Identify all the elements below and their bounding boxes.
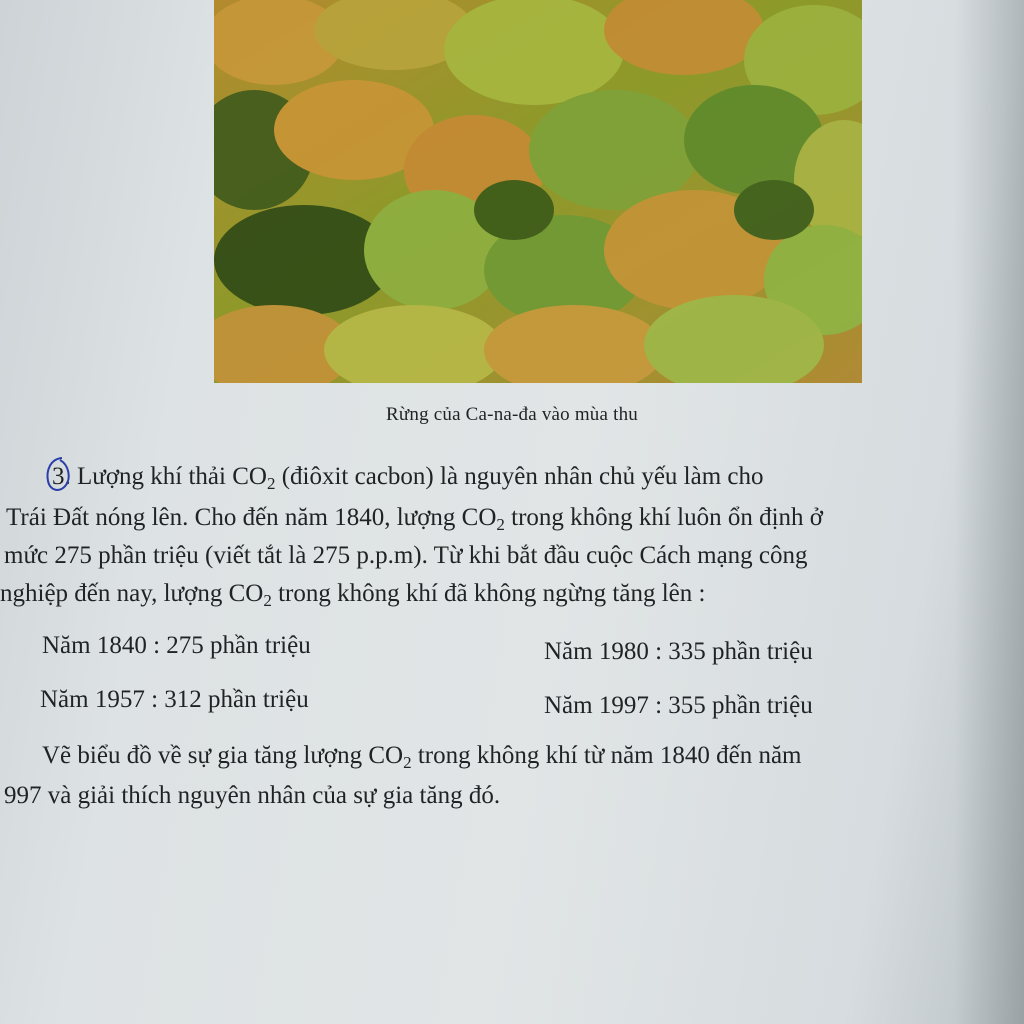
- data-row-1980: Năm 1980 : 335 phần triệu: [544, 638, 813, 665]
- forest-photo-icon: [214, 0, 862, 383]
- forest-photo: [214, 0, 862, 383]
- task-text-b: trong không khí từ năm 1840 đến năm: [411, 742, 802, 769]
- line2-text-a: Trái Đất nóng lên. Cho đến năm 1840, lượng CO: [6, 504, 497, 531]
- photo-caption: Rừng của Ca-na-đa vào mùa thu: [386, 404, 638, 425]
- line4-subscript: 2: [263, 591, 272, 610]
- exercise-line-1: [52, 463, 1024, 491]
- line4-text-a: nghiệp đến nay, lượng CO: [0, 580, 264, 607]
- task-line-1: [42, 742, 1024, 770]
- data-row-1957: Năm 1957 : 312 phần triệu: [40, 686, 309, 713]
- line2-text-b: trong không khí luôn ổn định ở: [504, 504, 823, 531]
- data-row-1997: Năm 1997 : 355 phần triệu: [544, 692, 813, 719]
- exercise-number-text: 3.: [52, 463, 71, 490]
- exercise-line-2: [6, 504, 1024, 532]
- task-line-2: 997 và giải thích nguyên nhân của sự gia tăng đó.: [4, 782, 501, 809]
- exercise-line-4: [0, 580, 1024, 608]
- line1-subscript: 2: [266, 474, 276, 493]
- line4-text-b: trong không khí đã không ngừng tăng lên :: [271, 580, 706, 607]
- exercise-line-3: mức 275 phần triệu (viết tắt là 275 p.p.m). Từ khi bắt đầu cuộc Cách mạng công: [4, 542, 808, 569]
- pen-circle-mark: [44, 455, 74, 495]
- line1-text-a: Lượng khí thải CO: [77, 463, 267, 490]
- line1-text-b: (điôxit cacbon) là nguyên nhân chủ yếu làm cho: [275, 463, 764, 490]
- data-row-1840: Năm 1840 : 275 phần triệu: [42, 632, 311, 659]
- task-text-a: Vẽ biểu đồ về sự gia tăng lượng CO: [42, 742, 404, 769]
- exercise-number: [52, 463, 71, 491]
- line2-subscript: 2: [496, 515, 505, 534]
- task-subscript: 2: [403, 753, 412, 772]
